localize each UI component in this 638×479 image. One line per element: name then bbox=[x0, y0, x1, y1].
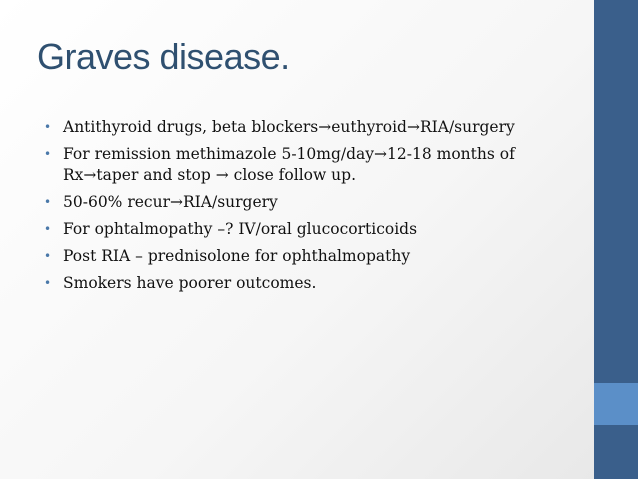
bullet-item bbox=[44, 192, 569, 213]
bullet-item bbox=[44, 117, 569, 138]
bullet-text: For remission methimazole 5-10mg/day→12-18 months of Rx→taper and stop → close follow up. bbox=[63, 145, 515, 184]
decorative-sidebar bbox=[594, 0, 638, 479]
bullet-dot-icon: • bbox=[44, 120, 52, 134]
bullet-dot-icon: • bbox=[44, 249, 52, 263]
bullet-item bbox=[44, 219, 569, 240]
bullet-text: 50-60% recur→RIA/surgery bbox=[63, 193, 278, 211]
bullet-dot-icon: • bbox=[44, 195, 52, 209]
bullet-item bbox=[44, 144, 569, 186]
bullet-text: Antithyroid drugs, beta blockers→euthyroid→RIA/surgery bbox=[63, 118, 515, 136]
sidebar-accent-block bbox=[594, 383, 638, 425]
bullet-dot-icon: • bbox=[44, 222, 52, 236]
slide-title: Graves disease. bbox=[37, 36, 290, 77]
bullet-item bbox=[44, 273, 569, 294]
bullet-text: Post RIA – prednisolone for ophthalmopathy bbox=[63, 247, 411, 265]
bullet-text: Smokers have poorer outcomes. bbox=[63, 274, 317, 292]
bullet-item bbox=[44, 246, 569, 267]
bullet-text: For ophtalmopathy –? IV/oral glucocorticoids bbox=[63, 220, 418, 238]
bullet-list bbox=[44, 117, 569, 300]
bullet-dot-icon: • bbox=[44, 276, 52, 290]
bullet-dot-icon: • bbox=[44, 147, 52, 161]
